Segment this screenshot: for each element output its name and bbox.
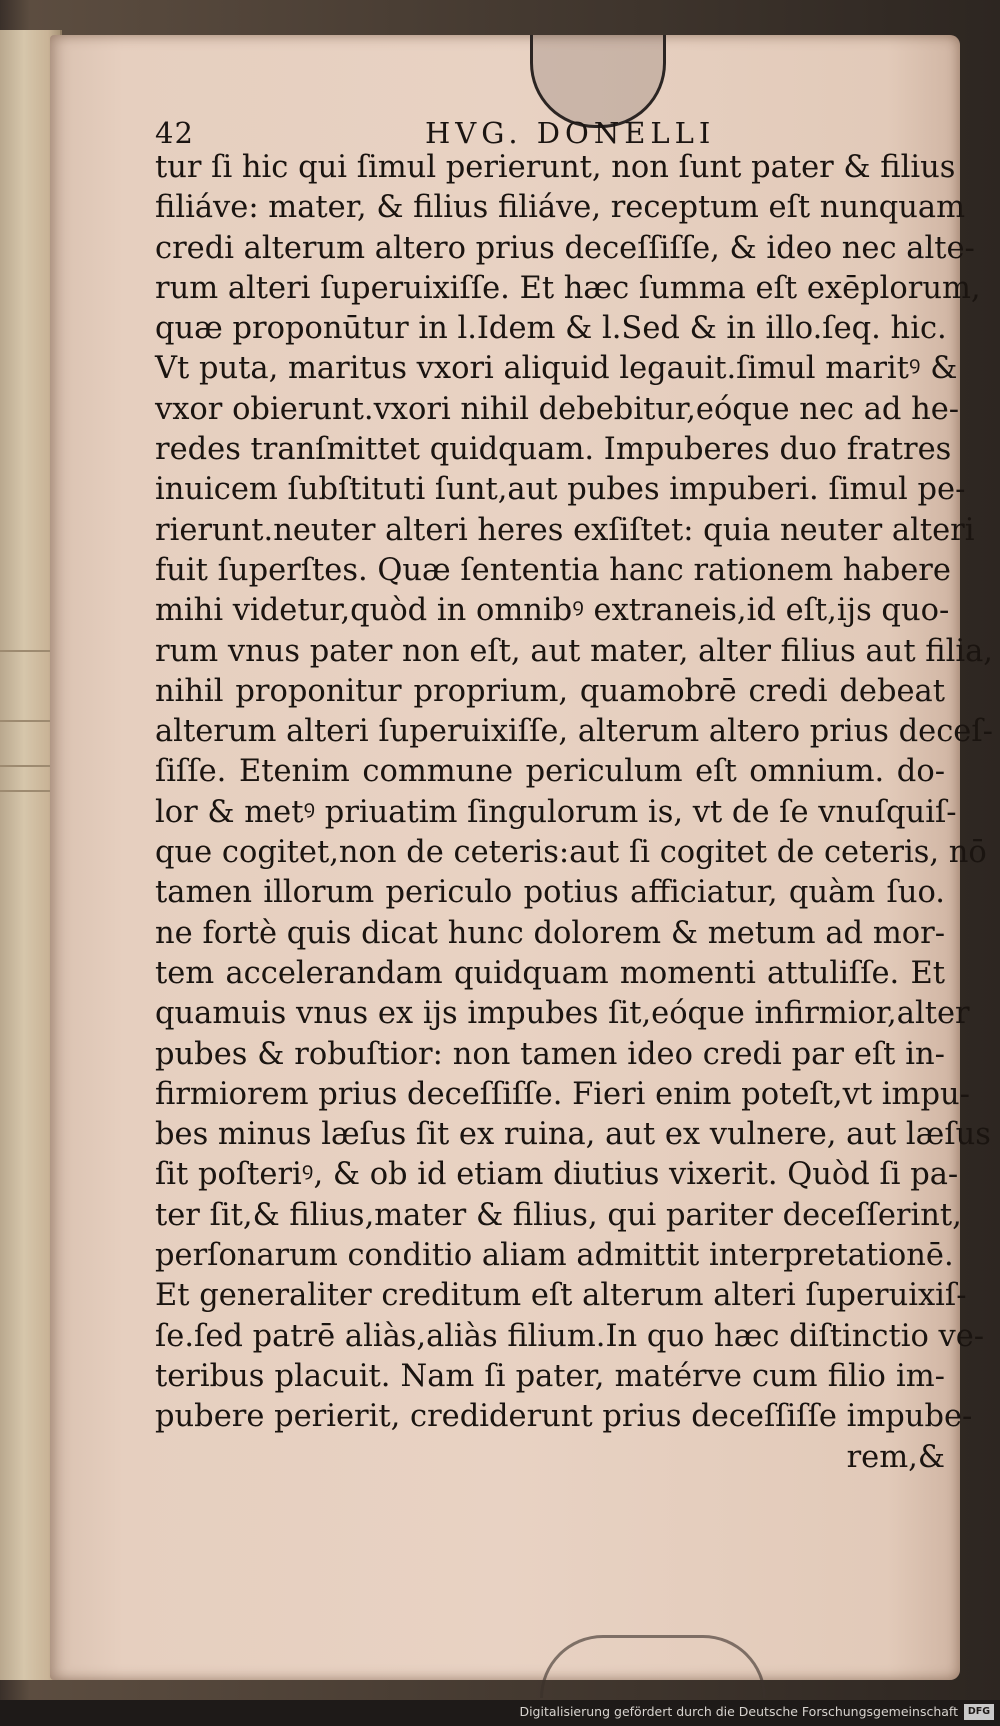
- text-line: inuicem ſubſtituti ſunt,aut pubes impuberi. ſimul pe-: [155, 472, 966, 508]
- text-line: mihi videtur,quòd in omnibꝰ extraneis,id eſt,ijs quo-: [155, 593, 950, 629]
- text-line: rem,&: [846, 1439, 945, 1475]
- text-line: ſe.ſed patrē aliàs,aliàs filium.In quo hæc diſtinctio ve-: [155, 1318, 985, 1354]
- text-line: rierunt.neuter alteri heres exſiſtet: quia neuter alteri: [155, 512, 975, 548]
- book-clip-bottom: [540, 1635, 766, 1698]
- text-line: fuit ſuperſtes. Quæ ſententia hanc rationem habere: [155, 552, 951, 588]
- book-clip: [530, 35, 666, 128]
- text-line: alterum alteri ſuperuixiſſe, alterum altero prius deceſ-: [155, 714, 993, 750]
- text-line: pubere perierit, crediderunt prius deceſſiſſe impube-: [155, 1399, 973, 1435]
- page-number: 42: [155, 116, 194, 150]
- footer-credit: Digitalisierung gefördert durch die Deutsche Forschungsgemeinschaft: [519, 1704, 958, 1719]
- text-line: ſiſſe. Etenim commune periculum eſt omnium. do-: [155, 754, 945, 790]
- text-line: vxor obierunt.vxori nihil debebitur,eóque nec ad he-: [155, 391, 960, 427]
- text-line: lor & metꝰ priuatim ſingulorum is, vt de ſe vnuſquiſ-: [155, 794, 957, 830]
- text-line: rum vnus pater non eſt, aut mater, alter filius aut filia,: [155, 633, 994, 669]
- text-line: ter ſit,& filius,mater & filius, qui pariter deceſſerint,: [155, 1197, 962, 1233]
- body-text: [155, 148, 994, 1478]
- text-line: ne fortè quis dicat hunc dolorem & metum ad mor-: [155, 915, 945, 951]
- text-line: que cogitet,non de ceteris:aut ſi cogitet de ceteris, nō: [155, 835, 987, 871]
- running-head: HVG. DONELLI: [425, 116, 716, 150]
- text-line: redes tranſmittet quidquam. Impuberes duo fratres: [155, 432, 952, 468]
- text-line: ſit poſteriꝰ, & ob id etiam diutius vixerit. Quòd ſi pa-: [155, 1157, 959, 1193]
- text-line: Vt puta, maritus vxori aliquid legauit.ſimul maritꝰ &: [155, 351, 958, 387]
- text-line: rum alteri ſuperuixiſſe. Et hæc ſumma eſt exēplorum,: [155, 270, 981, 306]
- text-line: quamuis vnus ex ijs impubes ſit,eóque infirmior,alter: [155, 996, 970, 1032]
- text-line: credi alterum altero prius deceſſiſſe, & ideo nec alte-: [155, 230, 975, 266]
- text-line: perſonarum conditio aliam admittit interpretationē.: [155, 1238, 954, 1274]
- text-line: Et generaliter creditum eſt alterum alteri ſuperuixiſ-: [155, 1278, 967, 1314]
- text-line: pubes & robuſtior: non tamen ideo credi par eſt in-: [155, 1036, 945, 1072]
- text-line: tur ſi hic qui ſimul perierunt, non ſunt pater & filius: [155, 150, 956, 185]
- digitization-footer: [0, 1700, 1000, 1726]
- text-line: tamen illorum periculo potius afficiatur, quàm ſuo.: [155, 875, 945, 911]
- text-line: tem accelerandam quidquam momenti attuliſſe. Et: [155, 955, 945, 991]
- text-line: firmiorem prius deceſſiſſe. Fieri enim poteſt,vt impu-: [155, 1076, 970, 1112]
- dfg-logo-icon: DFG: [964, 1704, 994, 1720]
- text-line: filiáve: mater, & filius filiáve, receptum eſt nunquam: [155, 190, 966, 226]
- text-line: nihil proponitur proprium, quamobrē credi debeat: [155, 673, 945, 709]
- text-line: quæ proponūtur in l.Idem & l.Sed & in illo.ſeq. hic.: [155, 311, 947, 347]
- text-line: bes minus læſus ſit ex ruina, aut ex vulnere, aut læſus: [155, 1117, 991, 1153]
- text-line: teribus placuit. Nam ſi pater, matérve cum filio im-: [155, 1358, 945, 1394]
